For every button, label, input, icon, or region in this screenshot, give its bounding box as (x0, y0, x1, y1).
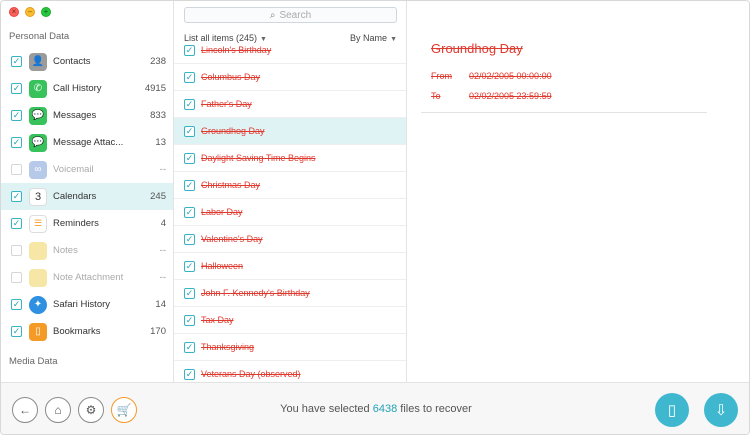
sidebar-item-count: 4915 (144, 83, 166, 94)
sidebar-item-safari-history[interactable] (1, 291, 174, 318)
selected-count: 6438 (372, 403, 398, 415)
bottom-bar (1, 382, 750, 435)
computer-download-icon: ⇩ (714, 402, 728, 419)
close-icon: × (11, 7, 17, 16)
checkbox[interactable]: ✓ (12, 218, 21, 228)
voicemail-icon: ∞ (29, 161, 47, 179)
minimize-window-button[interactable] (25, 7, 35, 17)
close-window-button[interactable] (9, 7, 19, 17)
list-item-label: Halloween (201, 261, 244, 271)
list-item[interactable] (174, 64, 407, 91)
sidebar-item-count: 170 (150, 326, 166, 337)
selection-status (271, 403, 481, 415)
sidebar-item-reminders[interactable] (1, 210, 174, 237)
list-item-label: Christmas Day (201, 180, 261, 190)
sidebar-item-message-attachments[interactable] (1, 129, 174, 156)
sidebar-item-count: 13 (155, 137, 166, 148)
from-value: 02/02/2005 00:00:00 (469, 71, 552, 81)
sidebar-item-count: 14 (155, 299, 166, 310)
sidebar-item-bookmarks[interactable] (1, 318, 174, 345)
checkbox[interactable]: ✓ (185, 71, 194, 82)
contacts-icon: 👤 (29, 53, 47, 71)
recover-to-computer-button[interactable] (704, 393, 738, 427)
media-data-heading: Media Data (9, 356, 58, 367)
list-item-label: Veterans Day (observed) (201, 369, 301, 379)
list-item-label: Tax Day (201, 315, 234, 325)
sidebar-item-notes[interactable] (1, 237, 174, 264)
list-item[interactable] (174, 226, 407, 253)
sidebar-item-count: 833 (150, 110, 166, 121)
checkbox[interactable]: ✓ (185, 44, 194, 55)
chevron-down-icon: ▼ (390, 36, 397, 43)
item-list-pane (174, 1, 407, 382)
list-item-label: Valentine's Day (201, 234, 263, 244)
zoom-window-button[interactable] (41, 7, 51, 17)
sidebar-item-label: Voicemail (53, 164, 94, 175)
event-to-line (431, 91, 552, 101)
chevron-down-icon: ▼ (260, 36, 267, 43)
back-button[interactable] (12, 397, 38, 423)
event-title: Groundhog Day (431, 41, 523, 56)
list-item-label: John F. Kennedy's Birthday (201, 288, 310, 298)
list-item-label: Thanksgiving (201, 342, 255, 352)
home-icon: ⌂ (54, 403, 62, 417)
cart-button[interactable] (111, 397, 137, 423)
checkbox[interactable]: ✓ (185, 233, 194, 244)
note-attachment-icon (29, 269, 47, 287)
sidebar-item-label: Reminders (53, 218, 99, 229)
checkbox[interactable]: ✓ (12, 191, 21, 201)
notes-icon (29, 242, 47, 260)
checkbox[interactable]: ✓ (185, 314, 194, 325)
sidebar-item-note-attachment[interactable] (1, 264, 174, 291)
home-button[interactable] (45, 397, 71, 423)
checkbox[interactable]: ✓ (185, 260, 194, 271)
checkbox[interactable]: ✓ (12, 110, 21, 120)
list-item[interactable] (174, 361, 407, 382)
checkbox[interactable]: ✓ (12, 56, 21, 66)
list-item[interactable] (174, 334, 407, 361)
list-item-selected[interactable] (174, 118, 407, 145)
message-attachment-icon: 💬 (29, 134, 47, 152)
list-item[interactable] (174, 37, 407, 64)
safari-icon: ✦ (29, 296, 47, 314)
back-arrow-icon: ← (19, 403, 31, 417)
checkbox[interactable] (11, 245, 22, 256)
minimize-icon: – (27, 7, 33, 16)
list-item-label: Lincoln's Birthday (201, 45, 272, 55)
to-value: 02/02/2005 23:59:59 (469, 91, 552, 101)
phone-icon: ✆ (29, 80, 47, 98)
sidebar-item-count: -- (159, 245, 166, 256)
bookmarks-icon: ▯ (29, 323, 47, 341)
checkbox[interactable] (11, 164, 22, 175)
settings-button[interactable] (78, 397, 104, 423)
sidebar-item-label: Safari History (53, 299, 111, 310)
search-input[interactable] (184, 7, 397, 23)
search-placeholder: Search (279, 9, 312, 21)
divider (421, 112, 707, 113)
cart-icon: 🛒 (116, 403, 132, 417)
checkbox[interactable]: ✓ (185, 179, 194, 190)
calendar-icon: 3 (29, 188, 47, 206)
sidebar-item-count: 238 (150, 56, 166, 67)
checkbox[interactable]: ✓ (12, 137, 21, 147)
event-from-line (431, 71, 552, 81)
list-item-label: Columbus Day (201, 72, 261, 82)
sidebar-item-label: Note Attachment (53, 272, 124, 283)
window-controls (9, 7, 51, 17)
messages-icon: 💬 (29, 107, 47, 125)
sidebar-item-label: Message Attac... (53, 137, 124, 148)
checkbox[interactable]: ✓ (185, 125, 194, 136)
sidebar-item-call-history[interactable] (1, 75, 174, 102)
sidebar-item-count: -- (159, 164, 166, 175)
zoom-icon: + (43, 7, 49, 16)
sidebar-item-calendars[interactable] (1, 183, 174, 210)
list-item[interactable] (174, 307, 407, 334)
checkbox[interactable]: ✓ (185, 368, 194, 379)
list-item[interactable] (174, 199, 407, 226)
to-label: To (431, 91, 441, 101)
personal-data-heading: Personal Data (9, 31, 70, 42)
list-item[interactable] (174, 280, 407, 307)
list-item[interactable] (174, 253, 407, 280)
sidebar-item-voicemail[interactable] (1, 156, 174, 183)
sidebar-item-count: 4 (160, 218, 166, 229)
search-icon: ⌕ (269, 9, 276, 21)
sidebar-item-messages[interactable] (1, 102, 174, 129)
checkbox[interactable]: ✓ (12, 326, 21, 336)
list-item-label: Father's Day (201, 99, 252, 109)
list-item[interactable] (174, 91, 407, 118)
sidebar-item-count: 245 (150, 191, 166, 202)
list-item-label: Daylight Saving Time Begins (201, 153, 316, 163)
status-prefix: You have selected (280, 403, 370, 415)
checkbox[interactable]: ✓ (185, 206, 194, 217)
checkbox[interactable]: ✓ (185, 152, 194, 163)
list-item[interactable] (174, 145, 407, 172)
list-item-label: Labor Day (201, 207, 243, 217)
sidebar-item-label: Bookmarks (53, 326, 101, 337)
sort-by-label: By Name (350, 33, 388, 43)
list-item-label: Groundhog Day (201, 126, 265, 136)
status-suffix: files to recover (400, 403, 472, 415)
sidebar-item-label: Call History (53, 83, 102, 94)
checkbox[interactable]: ✓ (185, 98, 194, 109)
reminders-icon: ☰ (29, 215, 47, 233)
checkbox[interactable]: ✓ (12, 83, 21, 93)
sidebar-item-label: Contacts (53, 56, 91, 67)
sidebar-item-label: Messages (53, 110, 97, 121)
sidebar (1, 1, 174, 382)
sidebar-item-label: Calendars (53, 191, 97, 202)
sidebar-item-contacts[interactable] (1, 48, 174, 75)
detail-pane (407, 1, 750, 382)
recover-to-device-button[interactable] (655, 393, 689, 427)
gear-icon: ⚙ (85, 403, 97, 417)
sidebar-item-count: -- (159, 272, 166, 283)
from-label: From (431, 71, 452, 81)
device-recover-icon: ▯ (667, 402, 677, 419)
sidebar-item-label: Notes (53, 245, 78, 256)
list-all-items-label: List all items (245) (184, 33, 258, 43)
checkbox[interactable]: ✓ (12, 299, 21, 309)
list-item[interactable] (174, 172, 407, 199)
checkbox[interactable]: ✓ (185, 287, 194, 298)
checkbox[interactable] (11, 272, 22, 283)
checkbox[interactable]: ✓ (185, 341, 194, 352)
